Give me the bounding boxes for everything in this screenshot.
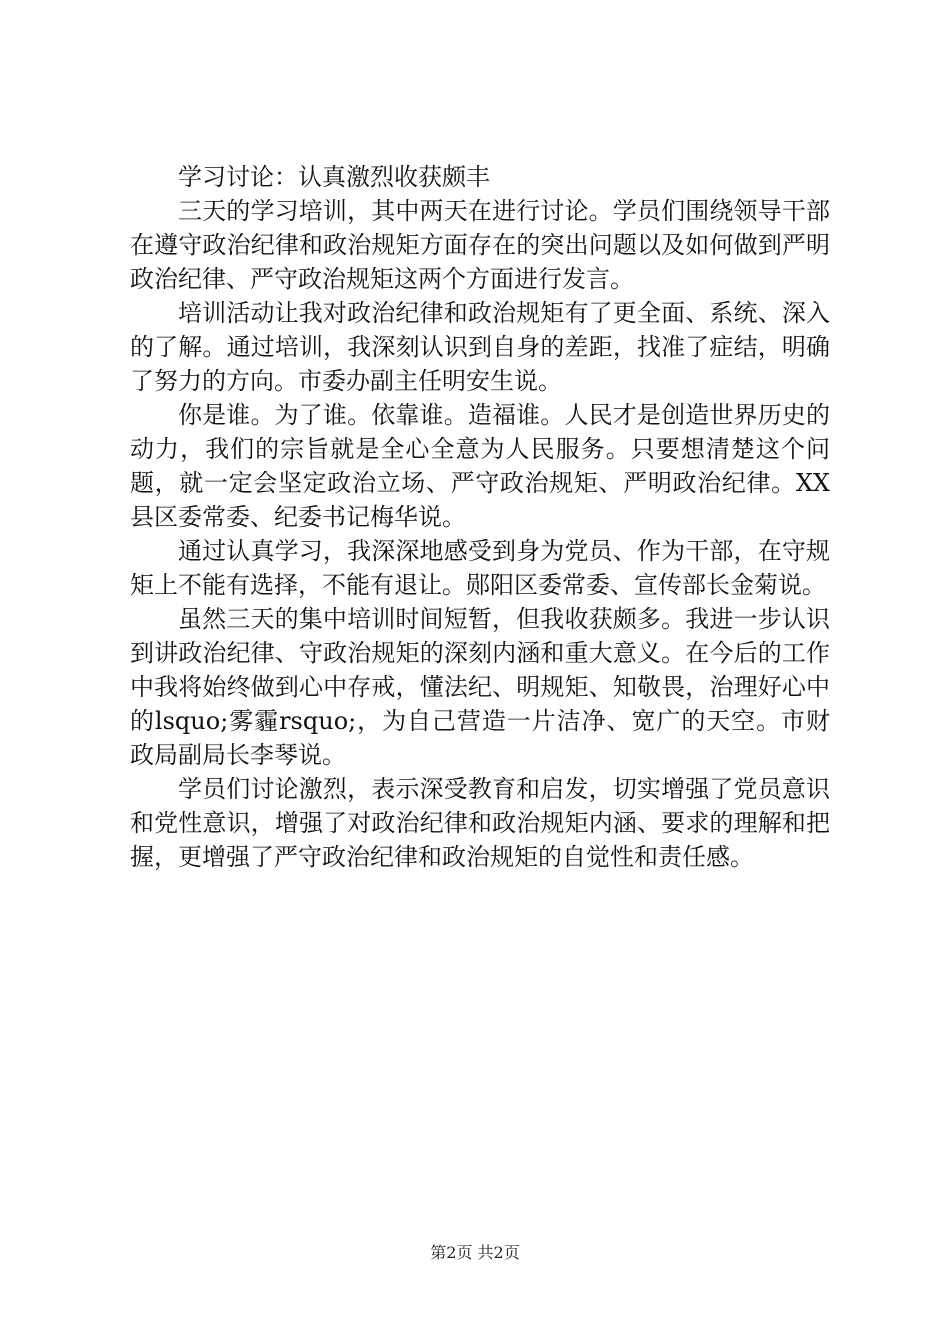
paragraph: 虽然三天的集中培训时间短暂，但我收获颇多。我进一步认识到讲政治纪律、守政治规矩的深刻内涵和重大意义。在今后的工作中我将始终做到心中存戒，懂法纪、明规矩、知敬畏，治理好心中的lsquo;雾霾rsquo;，为自己营造一片洁净、宽广的天空。市财政局副局长李琴说。 xyxy=(130,605,830,769)
paragraph: 通过认真学习，我深深地感受到身为党员、作为干部，在守规矩上不能有选择，不能有退让。郧阳区委常委、宣传部长金菊说。 xyxy=(130,537,830,599)
document-body xyxy=(130,160,830,874)
paragraph: 你是谁。为了谁。依靠谁。造福谁。人民才是创造世界历史的动力，我们的宗旨就是全心全意为人民服务。只要想清楚这个问题，就一定会坚定政治立场、严守政治规矩、严明政治纪律。XX县区委常委、纪委书记梅华说。 xyxy=(130,401,830,531)
paragraph: 培训活动让我对政治纪律和政治规矩有了更全面、系统、深入的了解。通过培训，我深刻认识到自身的差距，找准了症结，明确了努力的方向。市委办副主任明安生说。 xyxy=(130,299,830,395)
page-number-footer: 第2页 共2页 xyxy=(430,1243,520,1262)
paragraph: 学员们讨论激烈，表示深受教育和启发，切实增强了党员意识和党性意识，增强了对政治纪律和政治规矩内涵、要求的理解和把握，更增强了严守政治纪律和政治规矩的自觉性和责任感。 xyxy=(130,775,830,871)
paragraph: 三天的学习培训，其中两天在进行讨论。学员们围绕领导干部在遵守政治纪律和政治规矩方面存在的突出问题以及如何做到严明政治纪律、严守政治规矩这两个方面进行发言。 xyxy=(130,197,830,293)
section-heading: 学习讨论：认真激烈收获颇丰 xyxy=(178,163,490,191)
